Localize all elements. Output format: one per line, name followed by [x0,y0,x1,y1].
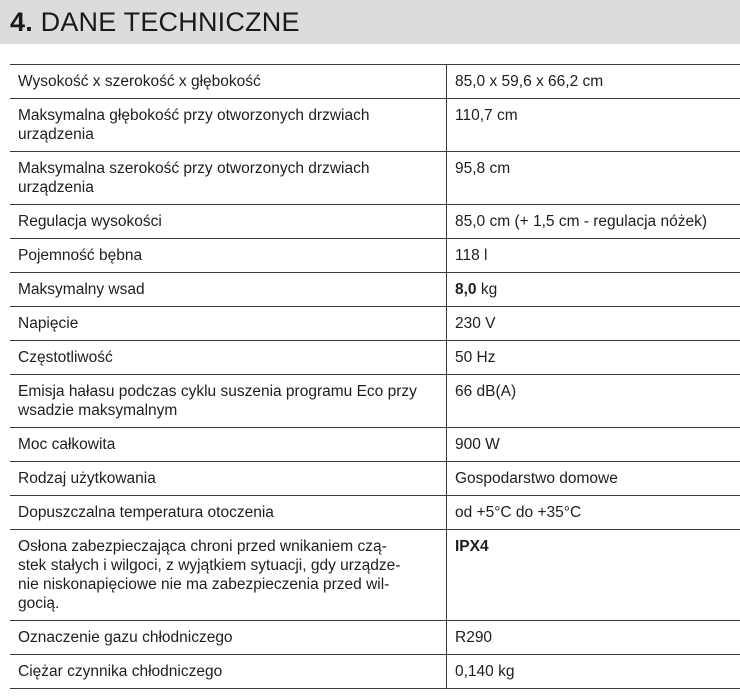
spec-value: 900 W [447,428,740,462]
table-row [10,307,740,341]
table-row [10,65,740,99]
table-row [10,341,740,375]
spec-value-bold: 8,0 [455,281,477,298]
spec-label: Oznaczenie gazu chłodniczego [10,621,447,655]
spec-value: Gospodarstwo domowe [447,462,740,496]
table-row [10,428,740,462]
table-row [10,273,740,307]
table-row [10,375,740,428]
spec-label: Emisja hałasu podczas cyklu suszenia programu Eco przy wsadzie maksymalnym [10,375,447,428]
spec-label: Maksymalna głębokość przy otworzonych drzwiach urządzenia [10,99,447,152]
spec-label-line: stek stałych i wilgoci, z wyjątkiem sytuacji, gdy urządze- [18,557,401,574]
spec-label-line: nie niskonapięciowe nie ma zabezpieczenia przed wil- [18,576,390,593]
table-row [10,621,740,655]
table-row [10,99,740,152]
spec-value: 230 V [447,307,740,341]
spec-label [10,530,447,621]
table-row [10,239,740,273]
table-row [10,530,740,621]
spec-label: Moc całkowita [10,428,447,462]
spec-value: 118 l [447,239,740,273]
spec-label: Pojemność bębna [10,239,447,273]
section-title-text: DANE TECHNICZNE [40,7,300,37]
spec-label: Regulacja wysokości [10,205,447,239]
spec-value: od +5°C do +35°C [447,496,740,530]
table-row [10,655,740,689]
section-number: 4. [10,7,33,37]
spec-value: 110,7 cm [447,99,740,152]
spec-value [447,530,740,621]
spec-value-bold: IPX4 [455,538,489,555]
spec-label: Maksymalny wsad [10,273,447,307]
spec-value: 50 Hz [447,341,740,375]
table-row [10,496,740,530]
spec-value-unit: kg [476,281,498,298]
table-row [10,462,740,496]
spec-value: 85,0 x 59,6 x 66,2 cm [447,65,740,99]
spec-label: Wysokość x szerokość x głębokość [10,65,447,99]
spec-value [447,273,740,307]
spec-label-line: Osłona zabezpieczająca chroni przed wnikaniem czą- [18,538,387,555]
spec-label: Częstotliwość [10,341,447,375]
spec-label: Dopuszczalna temperatura otoczenia [10,496,447,530]
spec-value: 66 dB(A) [447,375,740,428]
spec-label: Maksymalna szerokość przy otworzonych drzwiach urządzenia [10,152,447,205]
spec-label: Ciężar czynnika chłodniczego [10,655,447,689]
table-row [10,205,740,239]
spec-label: Rodzaj użytkowania [10,462,447,496]
table-row [10,152,740,205]
spec-value: 0,140 kg [447,655,740,689]
spec-label: Napięcie [10,307,447,341]
spec-table [10,64,740,689]
spec-value: 85,0 cm (+ 1,5 cm - regulacja nóżek) [447,205,740,239]
section-header [0,0,740,44]
spec-value: R290 [447,621,740,655]
spec-value: 95,8 cm [447,152,740,205]
section-title [10,6,300,38]
spec-label-line: gocią. [18,595,60,612]
